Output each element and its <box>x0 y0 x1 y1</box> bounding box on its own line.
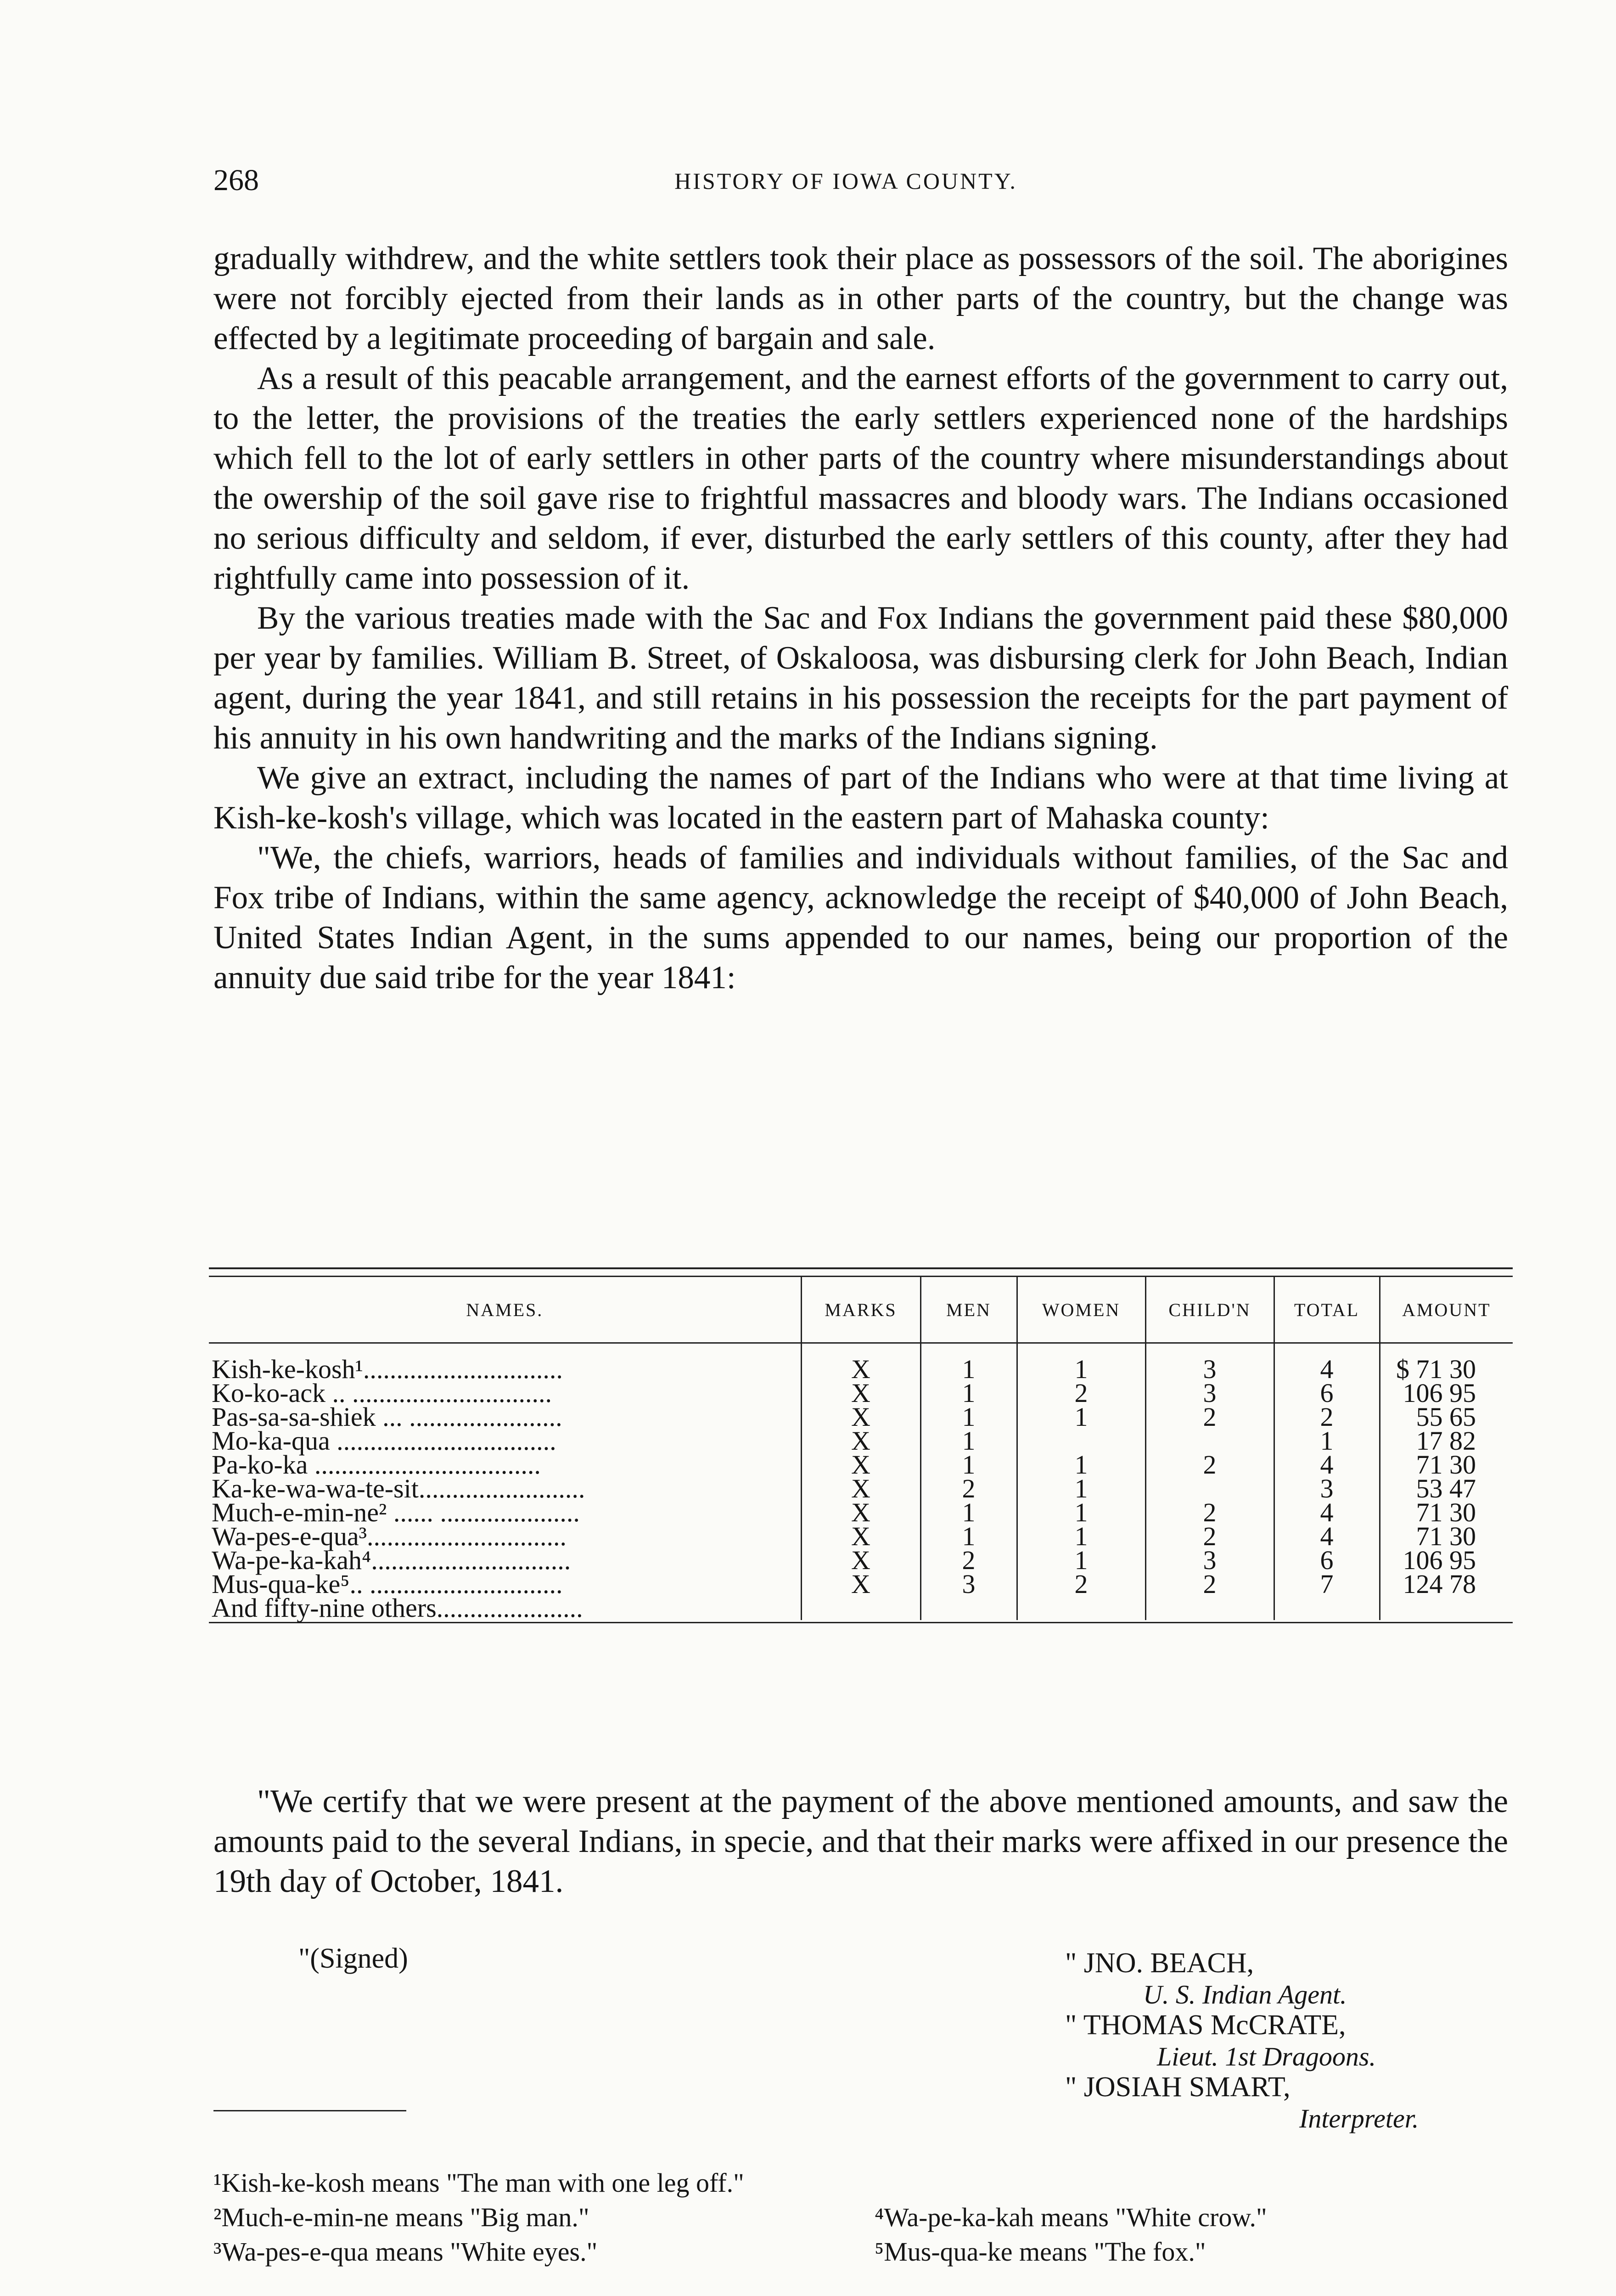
mark: X <box>801 1405 920 1429</box>
children-count: 2 <box>1145 1501 1274 1525</box>
running-head: HISTORY OF IOWA COUNTY. <box>674 168 1017 194</box>
children-count: 2 <box>1145 1405 1274 1429</box>
total-count: 6 <box>1274 1381 1380 1405</box>
footnote-5: ⁵Mus-qua-ke means "The fox." <box>875 2237 1206 2267</box>
footnote-3: ³Wa-pes-e-qua means "White eyes." <box>213 2237 598 2267</box>
men-count <box>920 1596 1017 1620</box>
indian-name: Wa-pes-e-qua³.............................. <box>212 1521 567 1551</box>
mark: X <box>801 1548 920 1572</box>
column-header: TOTAL <box>1274 1277 1380 1343</box>
women-count: 1 <box>1017 1501 1145 1525</box>
signature-mccrate: " THOMAS McCRATE, <box>1065 2009 1346 2041</box>
amount: 106 95 <box>1380 1381 1513 1405</box>
total-count: 4 <box>1274 1525 1380 1548</box>
men-count: 1 <box>920 1525 1017 1548</box>
men-count: 1 <box>920 1381 1017 1405</box>
amount: 71 30 <box>1380 1525 1513 1548</box>
children-count: 3 <box>1145 1381 1274 1405</box>
amount: 17 82 <box>1380 1429 1513 1453</box>
children-count: 2 <box>1145 1525 1274 1548</box>
column-header: MEN <box>920 1277 1017 1343</box>
men-count: 3 <box>920 1572 1017 1596</box>
mark: X <box>801 1501 920 1525</box>
title-lieutenant: Lieut. 1st Dragoons. <box>1157 2042 1376 2071</box>
men-count: 1 <box>920 1429 1017 1453</box>
amount: 53 47 <box>1380 1477 1513 1501</box>
amount: 55 65 <box>1380 1405 1513 1429</box>
amount <box>1380 1596 1513 1620</box>
mark: X <box>801 1572 920 1596</box>
total-count: 3 <box>1274 1477 1380 1501</box>
certification-text: "We certify that we were present at the payment of the above mentioned amounts, and saw the amounts paid to the several Indians, in specie, and that their marks were affixed in our presence the 19th day of October, 1841. <box>213 1784 1508 1899</box>
table-row <box>209 1343 1513 1382</box>
mark: X <box>801 1453 920 1477</box>
men-count: 1 <box>920 1405 1017 1429</box>
signed-label: "(Signed) <box>298 1943 408 1974</box>
amount: 71 30 <box>1380 1501 1513 1525</box>
amount: $ 71 30 <box>1380 1343 1513 1382</box>
total-count: 1 <box>1274 1429 1380 1453</box>
column-header: NAMES. <box>209 1277 801 1343</box>
table-rule <box>209 1267 1513 1269</box>
indian-name: Mo-ka-qua ................................. <box>212 1426 556 1456</box>
total-count: 2 <box>1274 1405 1380 1429</box>
paragraph: gradually withdrew, and the white settlers took their place as possessors of the soil. The aborigines were not forcibly ejected from their lands as in other parts of the country, but the change was effected by a legitimate proceeding of bargain and sale. <box>213 241 1508 356</box>
page-header <box>213 163 1478 200</box>
footnote-1: ¹Kish-ke-kosh means "The man with one leg off." <box>213 2168 744 2198</box>
women-count: 2 <box>1017 1381 1145 1405</box>
column-header: MARKS <box>801 1277 920 1343</box>
signature-smart: " JOSIAH SMART, <box>1065 2071 1291 2103</box>
column-header: CHILD'N <box>1145 1277 1274 1343</box>
paragraph: By the various treaties made with the Sac and Fox Indians the government paid these $80,000 per year by families. William B. Street, of Oskaloosa, was disbursing clerk for John Beach, Indian agent, during the year 1841, and still retains in his possession the receipts for the part payment of his annuity in his own handwriting and the marks of the Indians signing. <box>213 600 1508 756</box>
mark: X <box>801 1343 920 1382</box>
mark: X <box>801 1477 920 1501</box>
men-count: 1 <box>920 1453 1017 1477</box>
total-count: 6 <box>1274 1548 1380 1572</box>
women-count: 1 <box>1017 1453 1145 1477</box>
mark <box>801 1596 920 1620</box>
women-count: 1 <box>1017 1548 1145 1572</box>
children-count: 2 <box>1145 1453 1274 1477</box>
indian-name: Pa-ko-ka .................................. <box>212 1450 541 1480</box>
footnote-rule <box>213 2110 406 2111</box>
children-count: 2 <box>1145 1572 1274 1596</box>
children-count: 3 <box>1145 1548 1274 1572</box>
men-count: 1 <box>920 1343 1017 1382</box>
annuity-table <box>209 1267 1513 1623</box>
indian-name: Wa-pe-ka-kah⁴.............................. <box>212 1545 571 1575</box>
indian-name: Much-e-min-ne² ...... ..................... <box>212 1497 580 1527</box>
men-count: 1 <box>920 1501 1017 1525</box>
women-count: 1 <box>1017 1525 1145 1548</box>
men-count: 2 <box>920 1477 1017 1501</box>
body-text <box>213 239 1508 998</box>
footnote-4: ⁴Wa-pe-ka-kah means "White crow." <box>875 2202 1267 2232</box>
women-count <box>1017 1596 1145 1620</box>
receipt-quote: "We, the chiefs, warriors, heads of families and individuals without families, of the Sac and Fox tribe of Indians, within the same agency, acknowledge the receipt of $40,000 of John Beach, United States Indian Agent, in the sums appended to our names, being our proportion of the annuity due said tribe for the year 1841: <box>213 840 1508 996</box>
footnote-2: ²Much-e-min-ne means "Big man." <box>213 2202 589 2232</box>
children-count <box>1145 1596 1274 1620</box>
total-count <box>1274 1596 1380 1620</box>
women-count: 2 <box>1017 1572 1145 1596</box>
children-count: 3 <box>1145 1343 1274 1382</box>
indian-name: And fifty-nine others...................... <box>212 1593 583 1623</box>
column-header: WOMEN <box>1017 1277 1145 1343</box>
paragraph: We give an extract, including the names of part of the Indians who were at that time living at Kish-ke-kosh's village, which was located in the eastern part of Mahaska county: <box>213 760 1508 836</box>
women-count: 1 <box>1017 1477 1145 1501</box>
indian-name: Ka-ke-wa-wa-te-sit......................... <box>212 1474 585 1503</box>
total-count: 4 <box>1274 1343 1380 1382</box>
table-row <box>209 1596 1513 1620</box>
total-count: 4 <box>1274 1501 1380 1525</box>
women-count: 1 <box>1017 1343 1145 1382</box>
amount: 71 30 <box>1380 1453 1513 1477</box>
mark: X <box>801 1381 920 1405</box>
indian-name: Kish-ke-kosh¹.............................. <box>212 1354 563 1384</box>
total-count: 4 <box>1274 1453 1380 1477</box>
indian-name: Pas-sa-sa-shiek ... ....................... <box>212 1402 562 1432</box>
paragraph: As a result of this peacable arrangement, and the earnest efforts of the government to carry out, to the letter, the provisions of the treaties the early settlers experienced none of the hardships which fell to the lot of early settlers in other parts of the country where misunderstandings about the owership of the soil gave rise to frightful massacres and bloody wars. The Indians occasioned no serious difficulty and seldom, if ever, disturbed the early settlers of this county, after they had rightfully came into possession of it. <box>213 360 1508 596</box>
women-count: 1 <box>1017 1405 1145 1429</box>
page-number: 268 <box>213 163 259 197</box>
signature-beach: " JNO. BEACH, <box>1065 1947 1254 1979</box>
table-header-row <box>209 1277 1513 1343</box>
title-interpreter: Interpreter. <box>1299 2104 1419 2133</box>
title-indian-agent: U. S. Indian Agent. <box>1143 1980 1347 2009</box>
total-count: 7 <box>1274 1572 1380 1596</box>
indian-name: Mus-qua-ke⁵.. ............................. <box>212 1569 563 1599</box>
men-count: 2 <box>920 1548 1017 1572</box>
payment-table <box>209 1277 1513 1623</box>
column-header: AMOUNT <box>1380 1277 1513 1343</box>
amount: 124 78 <box>1380 1572 1513 1596</box>
mark: X <box>801 1525 920 1548</box>
mark: X <box>801 1429 920 1453</box>
indian-name: Ko-ko-ack .. .............................. <box>212 1378 552 1408</box>
amount: 106 95 <box>1380 1548 1513 1572</box>
